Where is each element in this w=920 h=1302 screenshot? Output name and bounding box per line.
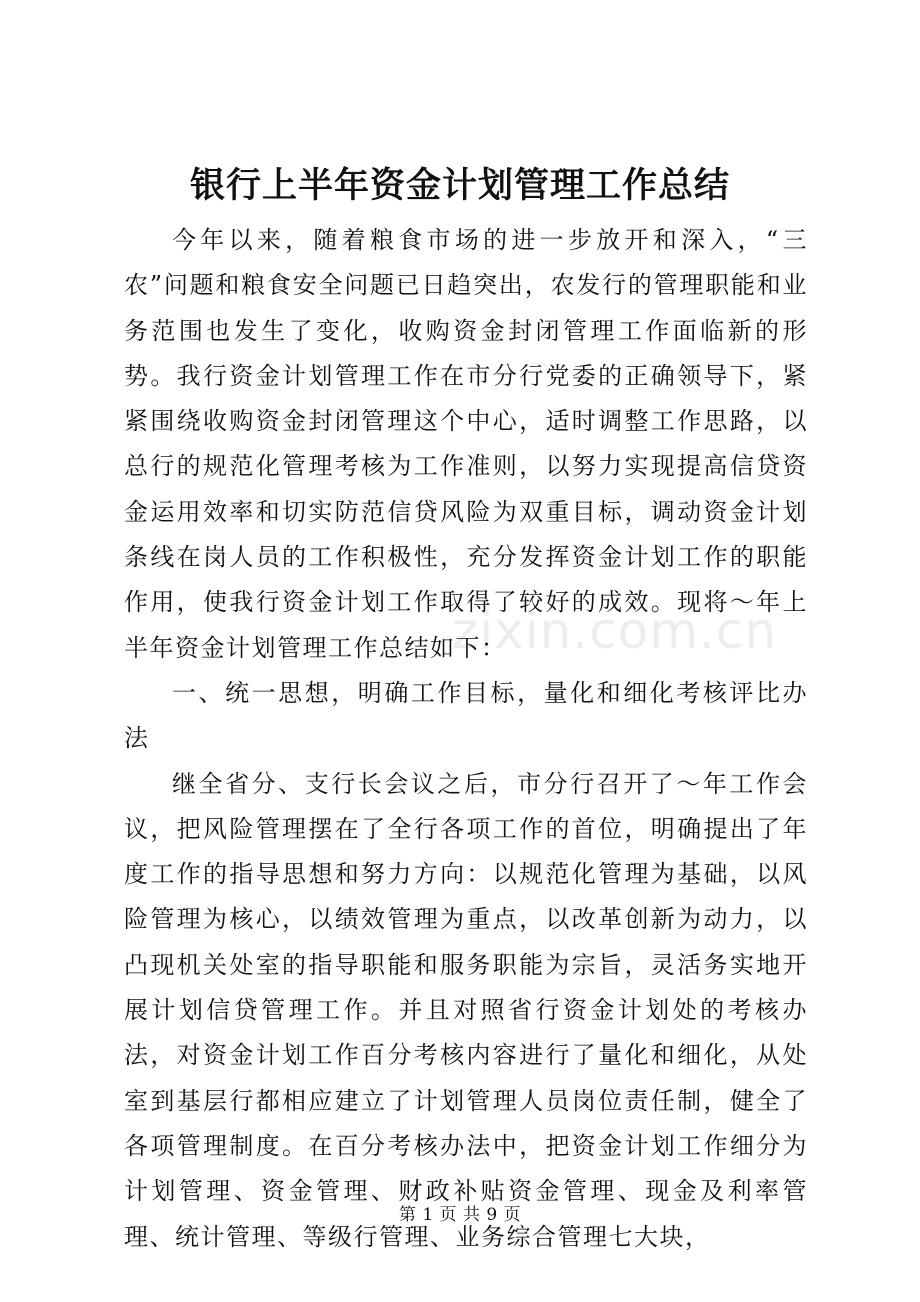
document-title: 银行上半年资金计划管理工作总结 xyxy=(189,165,730,206)
watermark: zixin.com.cn xyxy=(452,602,778,660)
paragraph-section-1: 继全省分、支行长会议之后，市分行召开了～年工作会议，把风险管理摆在了全行各项工作的首位，明确提出了年度工作的指导思想和努力方向：以规范化管理为基础，以风险管理为核心，以绩效管理为重点，以改革创新为动力，以凸现机关处室的指导职能和服务职能为宗旨，灵活务实地开展计划信贷管理工作。并且对照省行资金计划处的考核办法，对资金计划工作百分考核内容进行了量化和细化，从处室到基层行都相应建立了计划管理人员岗位责任制，健全了各项管理制度。在百分考核办法中，把资金计划工作细分为计划管理、资金管理、财政补贴资金管理、现金及利率管理、统计管理、等级行管理、业务综合管理七大块， xyxy=(124,769,808,1251)
page-footer: 第 1 页 共 9 页 xyxy=(398,1205,522,1225)
document-body xyxy=(124,218,808,1260)
section-heading-1: 一、统一思想，明确工作目标，量化和细化考核评比办法 xyxy=(124,678,808,753)
paragraph-intro: 今年以来，随着粮食市场的进一步放开和深入，“三农”问题和粮食安全问题已日趋突出，农发行的管理职能和业务范围也发生了变化，收购资金封闭管理工作面临新的形势。我行资金计划管理工作在市分行党委的正确领导下，紧紧围绕收购资金封闭管理这个中心，适时调整工作思路，以总行的规范化管理考核为工作准则，以努力实现提高信贷资金运用效率和切实防范信贷风险为双重目标，调动资金计划条线在岗人员的工作积极性，充分发挥资金计划工作的职能作用，使我行资金计划工作取得了较好的成效。现将～年上半年资金计划管理工作总结如下： xyxy=(124,226,808,662)
